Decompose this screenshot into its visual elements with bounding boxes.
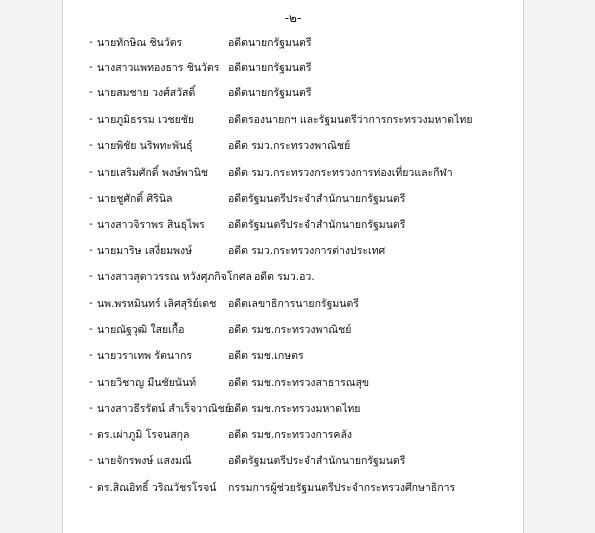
person-position: อดีตเลขาธิการนายกรัฐมนตรี <box>228 297 359 310</box>
list-bullet: - <box>89 36 93 48</box>
person-name: นายวราเทพ รัตนากร <box>97 349 192 362</box>
person-position: อดีต รมช.กระทรวงพาณิชย์ <box>228 323 352 336</box>
list-bullet: - <box>89 481 93 493</box>
list-item <box>89 294 359 312</box>
person-position: อดีต รมช.เกษตร <box>228 349 304 362</box>
list-item <box>89 425 352 443</box>
person-position: อดีต รมว.กระทรวงพาณิชย์ <box>228 139 351 152</box>
person-position: อดีตรัฐมนตรีประจำสำนักนายกรัฐมนตรี <box>228 454 406 467</box>
list-bullet: - <box>89 376 93 388</box>
person-name: นายมาริษ เสงี่ยมพงษ์ <box>97 244 193 257</box>
person-name: นายทักษิณ ชินวัตร <box>97 36 183 49</box>
list-item <box>89 215 405 233</box>
person-name: นายเสริมศักดิ์ พงษ์พานิช <box>97 166 209 179</box>
list-bullet: - <box>89 166 93 178</box>
list-item <box>89 136 350 154</box>
person-name: ดร.เผ่าภูมิ โรจนสกุล <box>97 428 190 441</box>
list-item <box>89 189 405 207</box>
list-bullet: - <box>89 192 93 204</box>
person-name: นางสาวสุดาวรรณ หวังศุภกิจโกศล <box>97 270 252 283</box>
list-item <box>89 346 304 364</box>
list-item <box>89 478 455 496</box>
list-item <box>89 110 472 128</box>
list-item <box>89 267 315 285</box>
person-position: อดีต รมว.กระทรวงการต่างประเทศ <box>228 244 386 257</box>
person-position: อดีต รมว.กระทรวงกระทรวงการท่องเที่ยวและกีฬา <box>228 166 453 179</box>
list-bullet: - <box>89 454 93 466</box>
list-item <box>89 83 312 101</box>
person-name: นายสมชาย วงศ์สวัสดิ์ <box>97 86 196 99</box>
list-bullet: - <box>89 61 93 73</box>
list-bullet: - <box>89 270 93 282</box>
list-bullet: - <box>89 402 93 414</box>
person-position: อดีตนายกรัฐมนตรี <box>228 61 312 74</box>
list-bullet: - <box>89 244 93 256</box>
list-bullet: - <box>89 323 93 335</box>
person-name: ดร.สิณอิทธิ์ วริณวัชรโรจน์ <box>97 481 217 494</box>
person-position: อดีตนายกรัฐมนตรี <box>228 86 312 99</box>
person-position: อดีตนายกรัฐมนตรี <box>228 36 312 49</box>
list-bullet: - <box>89 297 93 309</box>
list-item <box>89 451 405 469</box>
list-item <box>89 373 369 391</box>
list-item <box>89 58 312 76</box>
document-page <box>62 0 524 533</box>
person-name: นางสาวธีรรัตน์ สำเร็จวาณิชย์ <box>97 402 231 415</box>
person-position: อดีต รมช.กระทรวงการคลัง <box>228 428 353 441</box>
person-position: อดีตรัฐมนตรีประจำสำนักนายกรัฐมนตรี <box>228 218 406 231</box>
list-bullet: - <box>89 349 93 361</box>
person-position: กรรมการผู้ช่วยรัฐมนตรีประจำกระทรวงศึกษาธิการ <box>228 481 456 494</box>
list-bullet: - <box>89 139 93 151</box>
list-item <box>89 399 360 417</box>
person-name: นางสาวจิราพร สินธุไพร <box>97 218 205 231</box>
person-name: นพ.พรหมินทร์ เลิศสุริย์เดช <box>97 297 217 310</box>
list-item <box>89 163 453 181</box>
list-bullet: - <box>89 218 93 230</box>
person-position: อดีตรัฐมนตรีประจำสำนักนายกรัฐมนตรี <box>228 192 406 205</box>
list-item <box>89 241 385 259</box>
person-position: อดีต รมช.กระทรวงมหาดไทย <box>228 402 361 415</box>
list-bullet: - <box>89 86 93 98</box>
person-name: นายภูมิธรรม เวชยชัย <box>97 113 195 126</box>
person-position: อดีต รมช.กระทรวงสาธารณสุข <box>228 376 370 389</box>
person-name: นายชูศักดิ์ ศิรินิล <box>97 192 173 205</box>
person-name: นายณัฐวุฒิ ใสยเกื้อ <box>97 323 185 336</box>
person-position: อดีตรองนายกฯ และรัฐมนตรีว่าการกระทรวงมหาดไทย <box>228 113 473 126</box>
list-bullet: - <box>89 428 93 440</box>
page-number: -๒- <box>284 11 302 25</box>
person-position: อดีต รมว.อว. <box>254 270 315 283</box>
person-name: นายวิชาญ มีนชัยนันท์ <box>97 376 197 389</box>
list-item <box>89 33 312 51</box>
list-bullet: - <box>89 113 93 125</box>
person-name: นางสาวแพทองธาร ชินวัตร <box>97 61 220 74</box>
person-name: นายพิชัย นริพทะพันธุ์ <box>97 139 193 152</box>
list-item <box>89 320 351 338</box>
person-name: นายจักรพงษ์ แสงมณี <box>97 454 192 467</box>
